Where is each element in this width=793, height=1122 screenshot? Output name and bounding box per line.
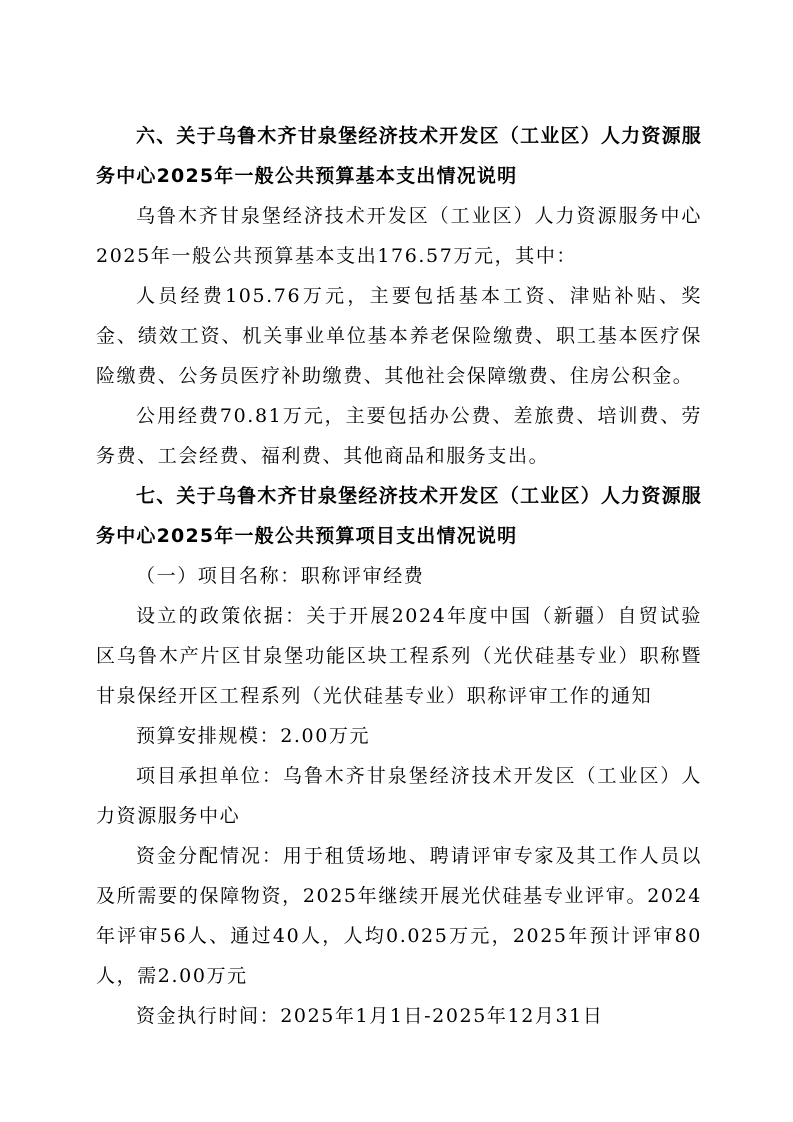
section-heading-basic-expenditure: 六、关于乌鲁木齐甘泉堡经济技术开发区（工业区）人力资源服务中心2025年一般公共预算基本支出情况说明: [96, 125, 702, 187]
paragraph-project-name: （一）项目名称：职称评审经费: [136, 565, 425, 587]
paragraph-budget-scale: 预算安排规模：2.00万元: [136, 725, 371, 747]
section-heading-project-expenditure: 七、关于乌鲁木齐甘泉堡经济技术开发区（工业区）人力资源服务中心2025年一般公共预算项目支出情况说明: [96, 485, 702, 547]
paragraph-public-expenses: 公用经费70.81万元，主要包括办公费、差旅费、培训费、劳务费、工会经费、福利费、其他商品和服务支出。: [96, 405, 702, 467]
paragraph-undertaking-unit: 项目承担单位：乌鲁木齐甘泉堡经济技术开发区（工业区）人力资源服务中心: [96, 765, 702, 827]
paragraph-basic-expenditure-total: 乌鲁木齐甘泉堡经济技术开发区（工业区）人力资源服务中心2025年一般公共预算基本支出176.57万元，其中：: [96, 205, 702, 267]
paragraph-fund-allocation: 资金分配情况：用于租赁场地、聘请评审专家及其工作人员以及所需要的保障物资，2025年继续开展光伏硅基专业评审。2024年评审56人、通过40人，人均0.025万元，2025年预计评审80人，需2.00万元: [96, 845, 702, 987]
document-body: [96, 116, 702, 1036]
paragraph-execution-time: 资金执行时间：2025年1月1日-2025年12月31日: [136, 1005, 604, 1027]
paragraph-policy-basis: 设立的政策依据：关于开展2024年度中国（新疆）自贸试验区乌鲁木产片区甘泉堡功能区块工程系列（光伏硅基专业）职称暨甘泉保经开区工程系列（光伏硅基专业）职称评审工作的通知: [96, 605, 702, 707]
paragraph-personnel-expenses: 人员经费105.76万元，主要包括基本工资、津贴补贴、奖金、绩效工资、机关事业单位基本养老保险缴费、职工基本医疗保险缴费、公务员医疗补助缴费、其他社会保障缴费、住房公积金。: [96, 285, 702, 387]
